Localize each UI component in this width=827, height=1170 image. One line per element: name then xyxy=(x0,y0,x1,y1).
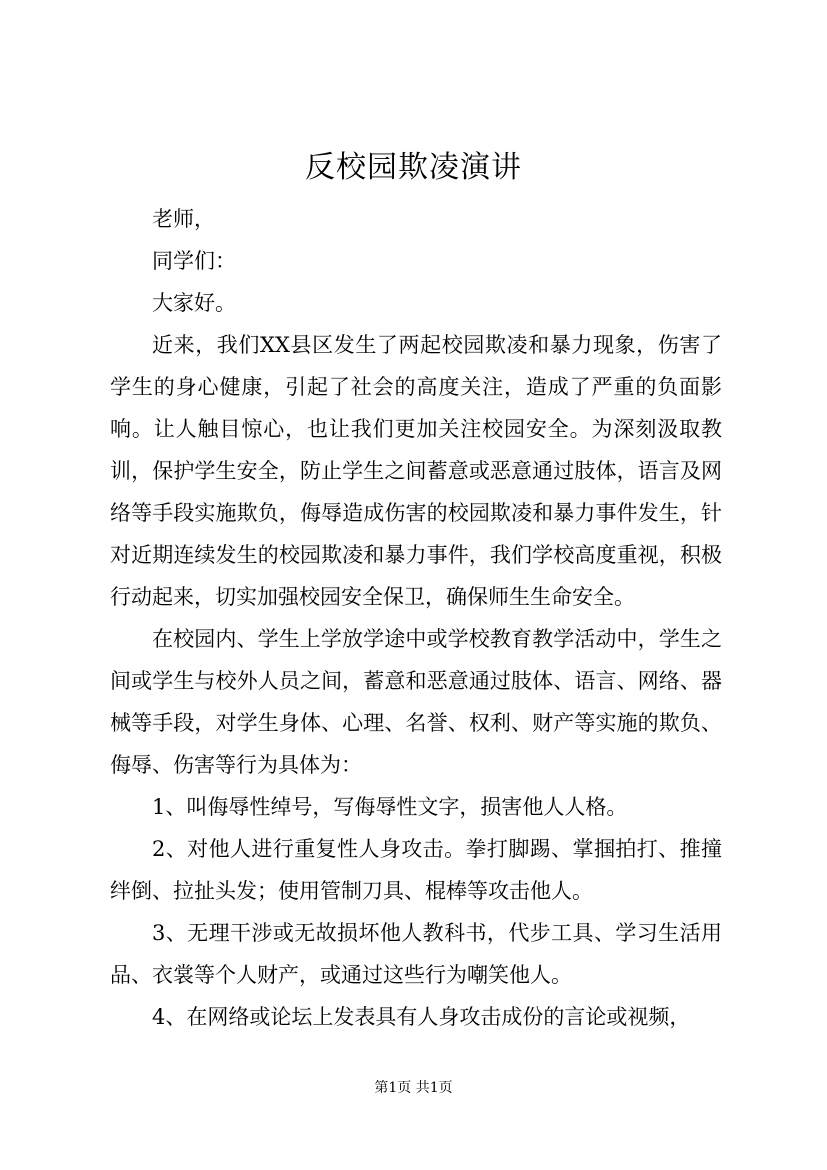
document-body xyxy=(110,198,722,1038)
list-item-4: 4、在网络或论坛上发表具有人身攻击成份的言论或视频， xyxy=(152,1005,691,1029)
greeting-teachers: 老师， xyxy=(152,207,215,231)
greeting-students: 同学们： xyxy=(152,249,236,273)
list-item-1: 1、叫侮辱性绰号，写侮辱性文字，损害他人人格。 xyxy=(152,795,628,819)
list-item-3: 3、无理干涉或无故损坏他人教科书，代步工具、学习生活用品、衣裳等个人财产，或通过这些行为嘲笑他人。 xyxy=(110,921,722,987)
paragraph-definition: 在校园内、学生上学放学途中或学校教育教学活动中，学生之间或学生与校外人员之间，蓄意和恶意通过肢体、语言、网络、器械等手段，对学生身体、心理、名誉、权利、财产等实施的欺负、侮辱、伤害等行为具体为： xyxy=(110,627,722,777)
page-footer: 第1页 共1页 xyxy=(374,1080,453,1096)
greeting-everyone: 大家好。 xyxy=(152,291,236,315)
list-item-2: 2、对他人进行重复性人身攻击。拳打脚踢、掌掴拍打、推撞绊倒、拉扯头发；使用管制刀具、棍棒等攻击他人。 xyxy=(110,837,722,903)
paragraph-intro: 近来，我们XX县区发生了两起校园欺凌和暴力现象，伤害了学生的身心健康，引起了社会的高度关注，造成了严重的负面影响。让人触目惊心，也让我们更加关注校园安全。为深刻汲取教训，保护学生安全，防止学生之间蓄意或恶意通过肢体，语言及网络等手段实施欺负，侮辱造成伤害的校园欺凌和暴力事件发生，针对近期连续发生的校园欺凌和暴力事件，我们学校高度重视，积极行动起来，切实加强校园安全保卫，确保师生生命安全。 xyxy=(110,333,722,609)
document-title: 反校园欺凌演讲 xyxy=(305,150,522,185)
